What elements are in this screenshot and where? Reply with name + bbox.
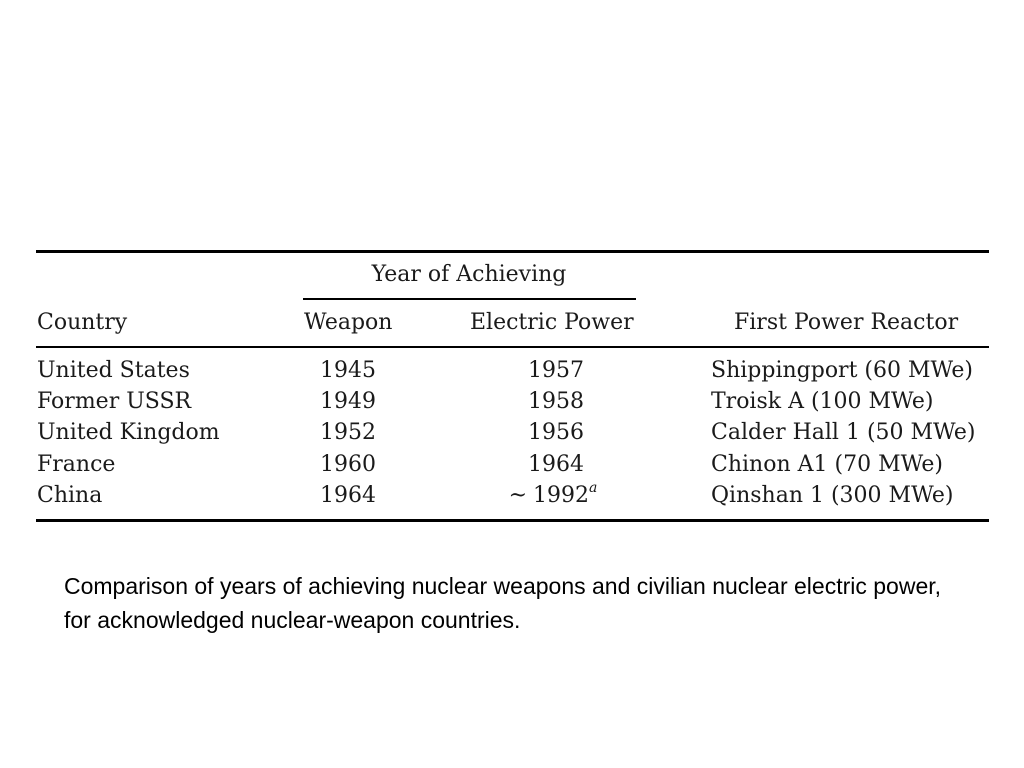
table-cell-weapon-year: 1964 bbox=[320, 483, 376, 508]
table-cell-first-power-reactor: Qinshan 1 (300 MWe) bbox=[711, 483, 954, 508]
table-cell-country: United States bbox=[37, 358, 190, 383]
column-header-country: Country bbox=[37, 310, 128, 335]
table-cell-first-power-reactor: Chinon A1 (70 MWe) bbox=[711, 452, 944, 477]
table-cell-electric-power-year bbox=[470, 480, 636, 509]
column-header-electric-power: Electric Power bbox=[470, 310, 634, 335]
column-header-first-power-reactor: First Power Reactor bbox=[734, 310, 959, 335]
nuclear-comparison-table bbox=[36, 250, 989, 522]
table-cell-weapon-year: 1952 bbox=[320, 420, 376, 445]
power-year: 1958 bbox=[528, 389, 584, 414]
footnote-marker: a bbox=[589, 480, 598, 496]
table-cell-country: France bbox=[37, 452, 116, 477]
table-caption: Comparison of years of achieving nuclear weapons and civilian nuclear electric power, for acknowledged nuclear-weapon countries. bbox=[64, 573, 942, 633]
table-cell-first-power-reactor: Calder Hall 1 (50 MWe) bbox=[711, 420, 976, 445]
table-cell-first-power-reactor: Shippingport (60 MWe) bbox=[711, 358, 973, 383]
table-bottom-rule bbox=[36, 519, 989, 522]
power-year: 1964 bbox=[528, 452, 584, 477]
table-cell-weapon-year: 1945 bbox=[320, 358, 376, 383]
table-cell-weapon-year: 1960 bbox=[320, 452, 376, 477]
table-cell-electric-power-year bbox=[470, 452, 636, 478]
table-cell-country: Former USSR bbox=[37, 389, 192, 414]
power-year: 1992 bbox=[533, 483, 590, 508]
power-year: 1956 bbox=[528, 420, 584, 445]
table-cell-electric-power-year bbox=[470, 389, 636, 415]
group-header-year-of-achieving: Year of Achieving bbox=[371, 262, 567, 287]
table-cell-electric-power-year bbox=[470, 358, 636, 384]
table-cell-first-power-reactor: Troisk A (100 MWe) bbox=[711, 389, 934, 414]
column-header-weapon: Weapon bbox=[304, 310, 393, 335]
group-header-rule bbox=[303, 298, 636, 300]
table-header-rule bbox=[36, 346, 989, 348]
power-year: 1957 bbox=[528, 358, 584, 383]
table-cell-country: United Kingdom bbox=[37, 420, 220, 445]
table-top-rule bbox=[36, 250, 989, 253]
table-cell-weapon-year: 1949 bbox=[320, 389, 376, 414]
table-cell-electric-power-year bbox=[470, 420, 636, 446]
approx-symbol: ~ bbox=[508, 483, 528, 508]
table-cell-country: China bbox=[37, 483, 103, 508]
